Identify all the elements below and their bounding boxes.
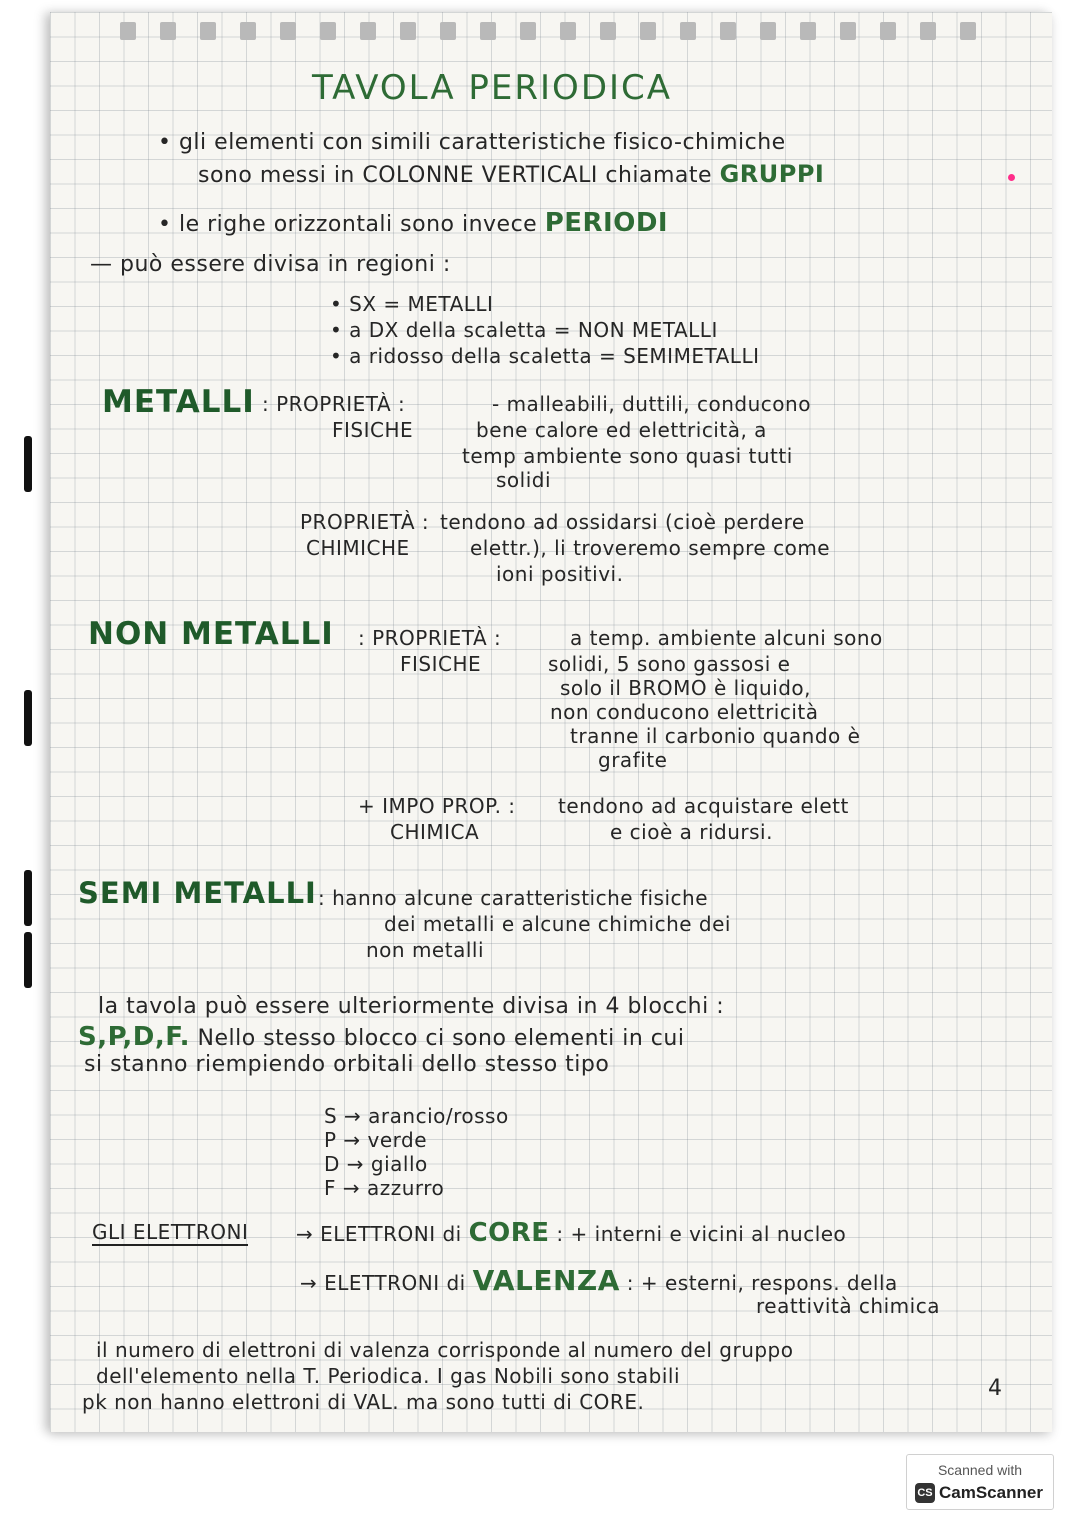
term-valenza: VALENZA [472,1264,620,1297]
block-color: F → azzurro [324,1176,445,1200]
blocchi-line: la tavola può essere ulteriormente divisa in 4 blocchi : [98,994,725,1019]
metalli-chim-line: tendono ad ossidarsi (cioè perdere [440,510,805,534]
non-metalli-fis-line: a temp. ambiente alcuni sono [570,626,883,650]
heading-non-metalli: NON METALLI [88,616,334,652]
label-impo-prop: + IMPO PROP. : [358,794,516,818]
camscanner-watermark [906,1454,1054,1510]
binder-mark [24,932,32,988]
label-chimiche: CHIMICHE [306,536,410,560]
label-chimica: CHIMICA [390,820,480,844]
elettroni-valenza-desc: reattività chimica [756,1294,940,1318]
label-proprieta: : PROPRIETÀ : [262,392,406,416]
non-metalli-chim-line: tendono ad acquistare elett [558,794,849,818]
term-gruppi: GRUPPI [719,160,825,188]
label-proprieta: : PROPRIETÀ : [358,626,502,650]
blocchi-line: si stanno riempiendo orbitali dello stesso tipo [84,1052,610,1077]
elettroni-core: → ELETTRONI di CORE : + interni e vicini al nucleo [296,1218,847,1248]
closing-line: il numero di elettroni di valenza corrisponde al numero del gruppo [96,1338,794,1362]
binder-mark [24,436,32,492]
watermark-caption: Scanned with [937,1462,1023,1478]
notebook-page [50,12,1052,1432]
metalli-fis-line: temp ambiente sono quasi tutti [462,444,793,468]
non-metalli-fis-line: tranne il carbonio quando è [570,724,861,748]
semi-metalli-line: : hanno alcune caratteristiche fisiche [318,886,708,910]
page-number: 4 [988,1376,1003,1401]
label-fisiche: FISICHE [400,652,482,676]
heading-semi-metalli: SEMI METALLI [78,876,317,910]
non-metalli-fis-line: non conducono elettricità [550,700,819,724]
intro-line: • gli elementi con simili caratteristiche fisico-chimiche [158,130,786,155]
region-item: • SX = METALLI [330,292,494,316]
block-color: D → giallo [324,1152,428,1176]
metalli-fis-line: solidi [496,468,552,492]
non-metalli-fis-line: solidi, 5 sono gassosi e [548,652,791,676]
label-proprieta: PROPRIETÀ : [300,510,430,534]
non-metalli-fis-line: solo il BROMO è liquido, [560,676,811,700]
intro-line: • le righe orizzontali sono invece PERIODI [158,208,669,238]
non-metalli-fis-line: grafite [598,748,668,772]
term-core: CORE [468,1218,550,1248]
intro-line: sono messi in COLONNE VERTICALI chiamate GRUPPI [198,160,825,188]
heading-metalli: METALLI [102,384,255,420]
elettroni-label: GLI ELETTRONI [92,1220,249,1244]
highlight-dot [1008,174,1015,181]
block-color: S → arancio/rosso [324,1104,509,1128]
watermark-brand: CamScanner [939,1483,1043,1502]
closing-line: pk non hanno elettroni di VAL. ma sono tutti di CORE. [82,1390,645,1414]
semi-metalli-line: non metalli [366,938,484,962]
page-title: TAVOLA PERIODICA [312,68,673,108]
metalli-fis-line: bene calore ed elettricità, a [476,418,767,442]
camscanner-logo-icon: CS [915,1483,935,1503]
term-spdf: S,P,D,F. [78,1022,191,1052]
regions-intro: — può essere divisa in regioni : [90,252,451,277]
metalli-chim-line: ioni positivi. [496,562,624,586]
metalli-fis-line: - malleabili, duttili, conducono [492,392,811,416]
metalli-chim-line: elettr.), li troveremo sempre come [470,536,831,560]
block-color: P → verde [324,1128,428,1152]
elettroni-valenza: → ELETTRONI di VALENZA : + esterni, respons. della [300,1264,898,1297]
binder-holes [50,12,1052,52]
non-metalli-chim-line: e cioè a ridursi. [610,820,773,844]
blocchi-line: S,P,D,F. Nello stesso blocco ci sono elementi in cui [78,1022,685,1052]
closing-line: dell'elemento nella T. Periodica. I gas Nobili sono stabili [96,1364,681,1388]
term-periodi: PERIODI [544,208,669,238]
label-fisiche: FISICHE [332,418,414,442]
binder-mark [24,690,32,746]
region-item: • a DX della scaletta = NON METALLI [330,318,718,342]
binder-mark [24,870,32,926]
region-item: • a ridosso della scaletta = SEMIMETALLI [330,344,760,368]
semi-metalli-line: dei metalli e alcune chimiche dei [384,912,731,936]
